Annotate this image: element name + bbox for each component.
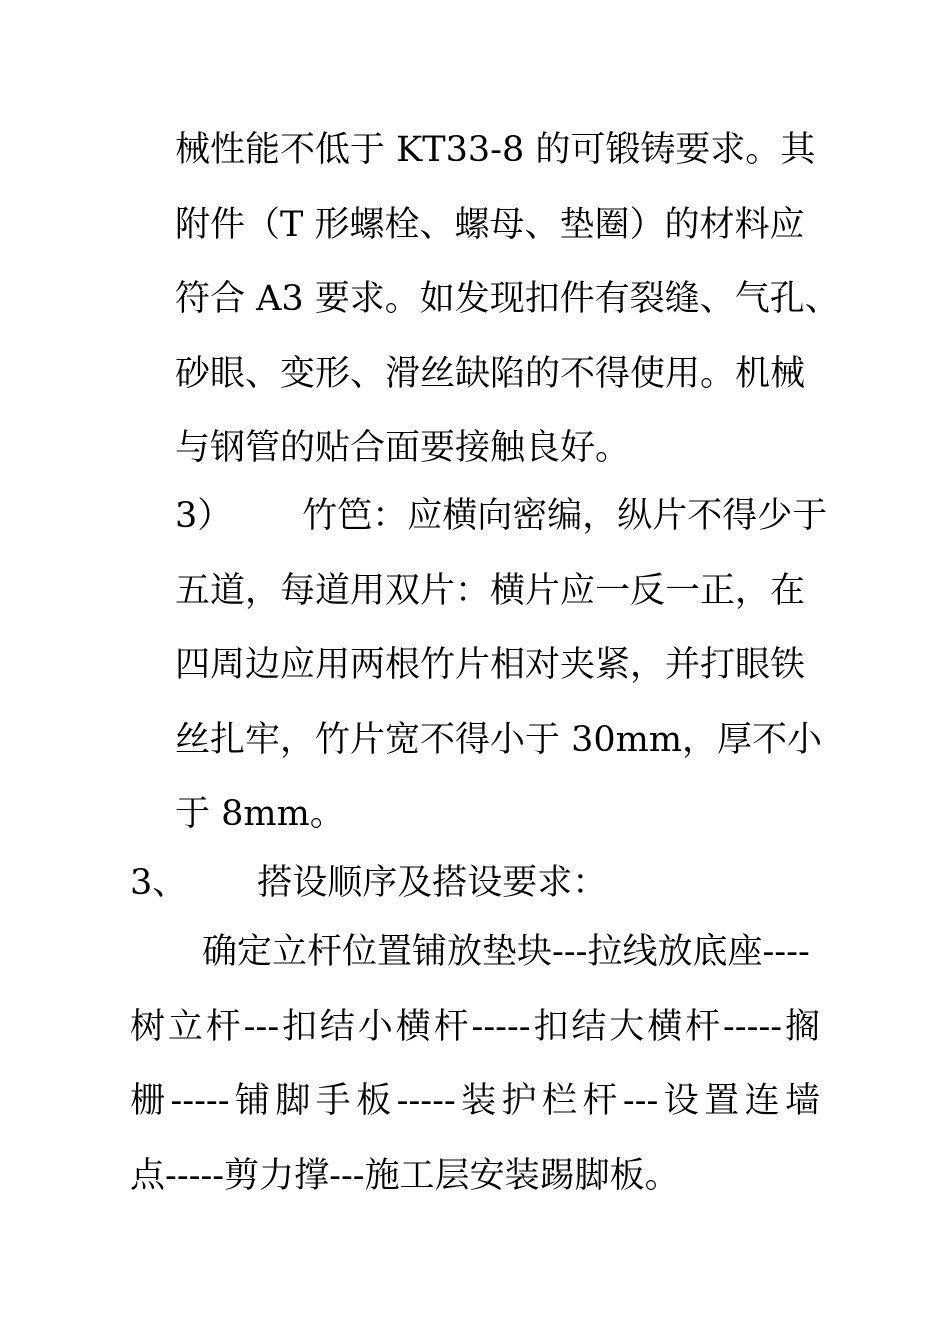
text-line: 确定立杆位置铺放垫块---拉线放底座---- <box>202 932 810 972</box>
item-first-line <box>175 494 827 538</box>
text-line: 械性能不低于 KT33-8 的可锻铸要求。其 <box>175 130 816 170</box>
section-number: 3、 <box>130 863 188 903</box>
text-line: 树立杆---扣结小横杆-----扣结大横杆-----搁 <box>130 1007 820 1047</box>
section-heading <box>130 861 607 905</box>
text-line: 四周边应用两根竹片相对夹紧，并打眼铁 <box>175 645 806 685</box>
text-line: 符合 A3 要求。如发现扣件有裂缝、气孔、 <box>175 279 840 319</box>
section-title: 搭设顺序及搭设要求： <box>257 863 608 903</box>
text-line: 砂眼、变形、滑丝缺陷的不得使用。机械 <box>175 354 806 394</box>
text-line: 附件（T 形螺栓、螺母、垫圈）的材料应 <box>175 205 805 245</box>
text-line: 栅-----铺脚手板-----装护栏杆---设置连墙 <box>130 1081 820 1121</box>
text-line: 与钢管的贴合面要接触良好。 <box>175 428 631 468</box>
text-line: 丝扎牢，竹片宽不得小于 30mm，厚不小 <box>175 720 823 760</box>
text-line: 五道，每道用双片：横片应一反一正，在 <box>175 571 806 611</box>
item-number: 3） <box>175 496 233 536</box>
item-text: 竹笆：应横向密编，纵片不得少于 <box>302 496 828 536</box>
text-line: 点-----剪力撑---施工层安装踢脚板。 <box>130 1156 680 1196</box>
text-line: 于 8mm。 <box>175 794 345 834</box>
